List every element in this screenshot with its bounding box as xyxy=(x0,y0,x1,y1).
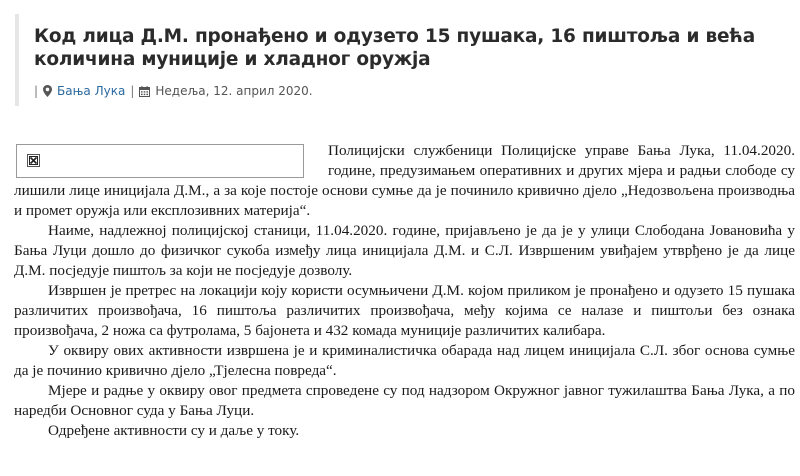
article-meta xyxy=(34,84,790,98)
article-date: Недеља, 12. април 2020. xyxy=(155,84,313,98)
meta-separator: | xyxy=(34,84,39,98)
paragraph: Извршен је претрес на локацији коју користи осумњичени Д.М. којом приликом је пронађено и одузето 15 пушака различитих произвођача, 16 пиштоља различитих произвођача, међу којима се налазе и пиштољи без ознака произвођача, 2 ножа са футролама, 5 бајонета и 432 комада муниције различитих калибара. xyxy=(14,282,795,339)
article-body xyxy=(14,141,795,441)
paragraph: Одређене активности су и даље у току. xyxy=(48,422,300,439)
location-link[interactable]: Бања Лука xyxy=(57,84,126,98)
article-image-placeholder xyxy=(16,144,304,178)
paragraph: Мјере и радње у оквиру овог предмета спроведене су под надзором Окружног јавног тужилаштва Бања Лука, а по наредби Основног суда у Бања Луци. xyxy=(14,382,795,419)
article-header xyxy=(15,14,790,106)
paragraph: Полицијски службеници Полицијске управе Бања Лука, 11.04.2020. године, предузимањем оперативних и других мјера и радњи слободе су лишили лице иницијала Д.М., а за које постоје основи сумње да је починило кривично дјело „Недозвољена производња и промет оружја или експлозивних материја“. xyxy=(14,142,795,219)
paragraph: Наиме, надлежној полицијској станици, 11.04.2020. године, пријављено је да је у улици Слободана Јовановића у Бања Луци дошло до физичког сукоба између лица иницијала Д.М. и С.Л. Извршеним увиђајем утврђено је да лице Д.М. посједује пиштољ за који не посједује дозволу. xyxy=(14,222,795,279)
meta-separator: | xyxy=(130,84,135,98)
calendar-icon xyxy=(139,86,150,97)
broken-image-icon xyxy=(27,154,40,167)
map-marker-icon xyxy=(43,85,52,97)
article-title: Код лица Д.М. пронађено и одузето 15 пушака, 16 пиштоља и већа количина муниције и хладног оружја xyxy=(34,26,755,70)
paragraph: У оквиру ових активности извршена је и криминалистичка обарада над лицем иницијала С.Л. због основа сумње да је починио кривично дјело „Тјелесна повреда“. xyxy=(14,342,795,379)
